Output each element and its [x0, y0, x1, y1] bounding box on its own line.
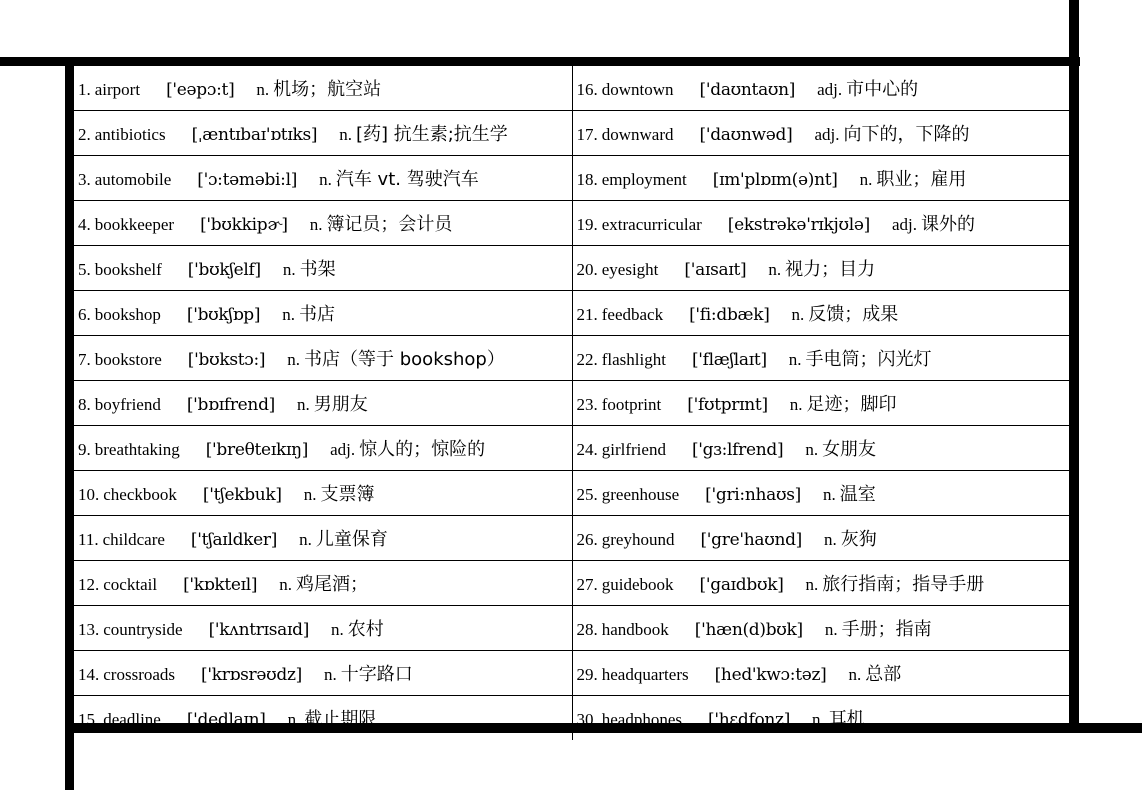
table-row — [74, 66, 1069, 111]
vocab-entry-cell — [74, 381, 572, 426]
vocab-entry-cell — [74, 516, 572, 561]
entry-word: headquarters — [601, 665, 689, 684]
entry-part-of-speech: n. — [323, 665, 337, 684]
vocab-entry-cell — [74, 201, 572, 246]
entry-meaning: 市中心的 — [846, 79, 919, 100]
entry-phonetic: ['dedlaɪn] — [186, 710, 266, 730]
table-row — [74, 381, 1069, 426]
table-row — [74, 516, 1069, 561]
entry-number: 29. — [576, 665, 598, 684]
entry-part-of-speech: n. — [299, 530, 312, 549]
table-row — [74, 651, 1069, 696]
entry-phonetic: ['bʊkstɔ:] — [187, 350, 266, 370]
entry-phonetic: ['hɛdfonz] — [708, 710, 791, 730]
entry-part-of-speech: n. — [768, 260, 782, 279]
entry-word: extracurricular — [601, 215, 702, 234]
entry-phonetic: ['fi:dbæk] — [689, 305, 770, 325]
vocab-entry-cell — [572, 381, 1069, 426]
entry-part-of-speech: n. — [789, 395, 803, 414]
vocab-entry-cell — [74, 66, 572, 111]
entry-number: 7. — [78, 350, 91, 369]
table-row — [74, 336, 1069, 381]
entry-number: 8. — [78, 395, 91, 414]
entry-word: cocktail — [103, 575, 158, 594]
entry-word: flashlight — [601, 350, 666, 369]
entry-number: 27. — [576, 575, 598, 594]
table-row — [74, 246, 1069, 291]
entry-meaning: 十字路口 — [340, 664, 413, 685]
entry-phonetic: ['daʊnwəd] — [699, 125, 793, 145]
entry-meaning: 灰狗 — [840, 529, 877, 550]
entry-word: downtown — [601, 80, 674, 99]
entry-phonetic: ['tʃekbuk] — [202, 485, 282, 505]
entry-number: 9. — [78, 440, 91, 459]
vocab-entry-cell — [572, 201, 1069, 246]
vocab-entry-cell — [572, 471, 1069, 516]
entry-word: breathtaking — [94, 440, 180, 459]
entry-phonetic: ['flæʃlaɪt] — [691, 350, 767, 370]
table-row — [74, 471, 1069, 516]
entry-number: 28. — [576, 620, 598, 639]
entry-phonetic: ['hæn(d)bʊk] — [694, 620, 803, 640]
entry-number: 6. — [78, 305, 91, 324]
entry-number: 2. — [78, 125, 91, 144]
entry-meaning: 农村 — [347, 619, 384, 640]
entry-part-of-speech: n. — [287, 710, 301, 729]
entry-meaning: 手册；指南 — [841, 619, 932, 640]
entry-number: 17. — [576, 125, 598, 144]
entry-meaning: 课外的 — [921, 214, 976, 235]
entry-part-of-speech: n. — [824, 530, 837, 549]
entry-phonetic: ['bʊkʃelf] — [187, 260, 261, 280]
vocab-entry-cell — [572, 426, 1069, 471]
entry-part-of-speech: n. — [282, 260, 296, 279]
entry-meaning: 男朋友 — [313, 394, 368, 415]
entry-meaning: 支票簿 — [320, 484, 375, 505]
entry-number: 11. — [78, 530, 99, 549]
vocab-entry-cell — [74, 336, 572, 381]
entry-meaning: 汽车 vt. 驾驶汽车 — [335, 169, 479, 190]
entry-meaning: 儿童保育 — [315, 529, 388, 550]
entry-number: 21. — [576, 305, 598, 324]
entry-phonetic: ['gri:nhaʊs] — [705, 485, 801, 505]
vocab-entry-cell — [74, 696, 572, 741]
entry-part-of-speech: n. — [805, 440, 819, 459]
entry-phonetic: ['bɒɪfrend] — [186, 395, 275, 415]
entry-word: employment — [601, 170, 687, 189]
entry-phonetic: ['gaɪdbʊk] — [699, 575, 784, 595]
entry-number: 20. — [576, 260, 598, 279]
entry-word: deadline — [103, 710, 161, 729]
entry-part-of-speech: adj. — [817, 80, 843, 99]
entry-meaning: [药] 抗生素;抗生学 — [355, 124, 508, 145]
entry-part-of-speech: n. — [297, 395, 310, 414]
entry-word: greenhouse — [601, 485, 680, 504]
entry-number: 24. — [576, 440, 598, 459]
entry-meaning: 向下的，下降的 — [843, 124, 970, 145]
entry-phonetic: ['ɔ:təməbi:l] — [197, 170, 298, 190]
entry-part-of-speech: n. — [282, 305, 295, 324]
entry-phonetic: ['aɪsaɪt] — [684, 260, 747, 280]
entry-word: boyfriend — [94, 395, 161, 414]
vocab-entry-cell — [572, 111, 1069, 156]
entry-phonetic: [ekstrəkə'rɪkjʊlə] — [727, 215, 870, 235]
entry-word: footprint — [601, 395, 662, 414]
entry-part-of-speech: n. — [822, 485, 836, 504]
entry-meaning: 书店（等于 bookshop） — [304, 349, 505, 370]
left-border-bar — [65, 57, 74, 790]
entry-part-of-speech: n. — [859, 170, 873, 189]
vocab-entry-cell — [572, 561, 1069, 606]
vocab-entry-cell — [572, 696, 1069, 741]
entry-part-of-speech: n. — [319, 170, 332, 189]
vocab-entry-cell — [572, 66, 1069, 111]
table-row — [74, 426, 1069, 471]
entry-number: 23. — [576, 395, 598, 414]
entry-word: antibiotics — [94, 125, 166, 144]
entry-phonetic: [ˌæntɪbaɪ'ɒtɪks] — [191, 125, 318, 145]
vocab-entry-cell — [74, 471, 572, 516]
entry-word: guidebook — [601, 575, 674, 594]
entry-phonetic: [hed'kwɔ:təz] — [714, 665, 827, 685]
entry-part-of-speech: n. — [791, 305, 805, 324]
entry-number: 22. — [576, 350, 598, 369]
vocab-entry-cell — [74, 606, 572, 651]
entry-word: headphones — [601, 710, 683, 729]
entry-word: eyesight — [601, 260, 659, 279]
entry-word: bookshop — [94, 305, 161, 324]
table-row — [74, 111, 1069, 156]
entry-meaning: 职业；雇用 — [876, 169, 967, 190]
entry-word: downward — [601, 125, 674, 144]
entry-meaning: 手电筒；闪光灯 — [805, 349, 932, 370]
entry-part-of-speech: n. — [339, 125, 352, 144]
entry-number: 4. — [78, 215, 91, 234]
entry-word: handbook — [601, 620, 669, 639]
entry-meaning: 温室 — [839, 484, 876, 505]
entry-meaning: 鸡尾酒； — [296, 574, 369, 595]
vocab-entry-cell — [572, 606, 1069, 651]
entry-meaning: 簿记员；会计员 — [326, 214, 453, 235]
entry-word: childcare — [102, 530, 165, 549]
entry-meaning: 反馈；成果 — [808, 304, 899, 325]
entry-part-of-speech: n. — [256, 80, 270, 99]
entry-part-of-speech: n. — [788, 350, 802, 369]
vocab-entry-cell — [74, 156, 572, 201]
entry-meaning: 旅行指南；指导手册 — [822, 574, 985, 595]
entry-word: bookkeeper — [94, 215, 175, 234]
vocabulary-table-body — [74, 66, 1069, 740]
entry-meaning: 书店 — [298, 304, 335, 325]
entry-word: airport — [94, 80, 141, 99]
entry-phonetic: ['kɒkteɪl] — [183, 575, 258, 595]
table-row — [74, 606, 1069, 651]
entry-part-of-speech: adj. — [330, 440, 356, 459]
vocab-entry-cell — [572, 336, 1069, 381]
vocab-entry-cell — [74, 426, 572, 471]
vocab-entry-cell — [572, 246, 1069, 291]
entry-part-of-speech: adj. — [814, 125, 840, 144]
entry-word: feedback — [601, 305, 664, 324]
entry-number: 5. — [78, 260, 91, 279]
entry-phonetic: [ɪm'plɒɪm(ə)nt] — [712, 170, 838, 190]
vocab-entry-cell — [74, 111, 572, 156]
vocab-entry-cell — [74, 291, 572, 336]
entry-word: bookshelf — [94, 260, 162, 279]
entry-part-of-speech: n. — [848, 665, 862, 684]
right-border-bar — [1069, 0, 1079, 727]
entry-phonetic: ['daʊntaʊn] — [699, 80, 796, 100]
entry-number: 13. — [78, 620, 100, 639]
entry-phonetic: ['eəpɔ:t] — [166, 80, 235, 100]
entry-part-of-speech: n. — [279, 575, 293, 594]
vocab-entry-cell — [572, 516, 1069, 561]
vocabulary-table — [74, 66, 1069, 740]
entry-word: crossroads — [103, 665, 176, 684]
entry-number: 25. — [576, 485, 598, 504]
entry-phonetic: ['bʊkʃɒp] — [186, 305, 261, 325]
entry-meaning: 机场；航空站 — [273, 79, 382, 100]
entry-meaning: 耳机 — [828, 709, 865, 730]
entry-phonetic: ['breθteɪkɪŋ] — [205, 440, 309, 460]
vocab-entry-cell — [74, 246, 572, 291]
table-row — [74, 291, 1069, 336]
entry-part-of-speech: n. — [331, 620, 344, 639]
table-row — [74, 201, 1069, 246]
entry-part-of-speech: n. — [287, 350, 301, 369]
entry-number: 12. — [78, 575, 100, 594]
entry-word: greyhound — [601, 530, 675, 549]
vocab-entry-cell — [74, 651, 572, 696]
entry-part-of-speech: n. — [824, 620, 838, 639]
entry-number: 10. — [78, 485, 100, 504]
entry-number: 15. — [78, 710, 100, 729]
entry-number: 16. — [576, 80, 598, 99]
entry-meaning: 截止期限 — [304, 709, 377, 730]
table-row — [74, 561, 1069, 606]
entry-part-of-speech: n. — [812, 710, 825, 729]
entry-number: 30. — [576, 710, 598, 729]
entry-phonetic: ['bʊkkipɚ] — [200, 215, 288, 235]
entry-part-of-speech: n. — [309, 215, 323, 234]
entry-word: bookstore — [94, 350, 162, 369]
entry-meaning: 女朋友 — [822, 439, 877, 460]
vocab-entry-cell — [572, 651, 1069, 696]
entry-phonetic: ['fʊtprɪnt] — [687, 395, 768, 415]
vocab-entry-cell — [74, 561, 572, 606]
table-row — [74, 696, 1069, 741]
entry-number: 1. — [78, 80, 91, 99]
entry-meaning: 足迹；脚印 — [806, 394, 897, 415]
entry-meaning: 总部 — [865, 664, 902, 685]
entry-phonetic: ['tʃaɪldker] — [190, 530, 278, 550]
entry-word: countryside — [103, 620, 183, 639]
entry-word: girlfriend — [601, 440, 666, 459]
entry-number: 18. — [576, 170, 598, 189]
entry-part-of-speech: n. — [805, 575, 819, 594]
top-border-bar — [0, 57, 1080, 66]
entry-meaning: 书架 — [299, 259, 336, 280]
entry-phonetic: ['gɜ:lfrend] — [691, 440, 784, 460]
entry-phonetic: ['gre'haʊnd] — [700, 530, 803, 550]
entry-word: automobile — [94, 170, 172, 189]
entry-part-of-speech: n. — [303, 485, 317, 504]
entry-number: 3. — [78, 170, 91, 189]
entry-meaning: 视力；目力 — [785, 259, 876, 280]
entry-phonetic: ['krɒsrəʊdz] — [201, 665, 302, 685]
vocab-entry-cell — [572, 291, 1069, 336]
entry-number: 19. — [576, 215, 598, 234]
entry-part-of-speech: adj. — [891, 215, 918, 234]
entry-meaning: 惊人的；惊险的 — [359, 439, 486, 460]
entry-number: 26. — [576, 530, 598, 549]
vocab-entry-cell — [572, 156, 1069, 201]
entry-phonetic: ['kʌntrɪsaɪd] — [208, 620, 310, 640]
entry-number: 14. — [78, 665, 100, 684]
entry-word: checkbook — [103, 485, 177, 504]
table-row — [74, 156, 1069, 201]
